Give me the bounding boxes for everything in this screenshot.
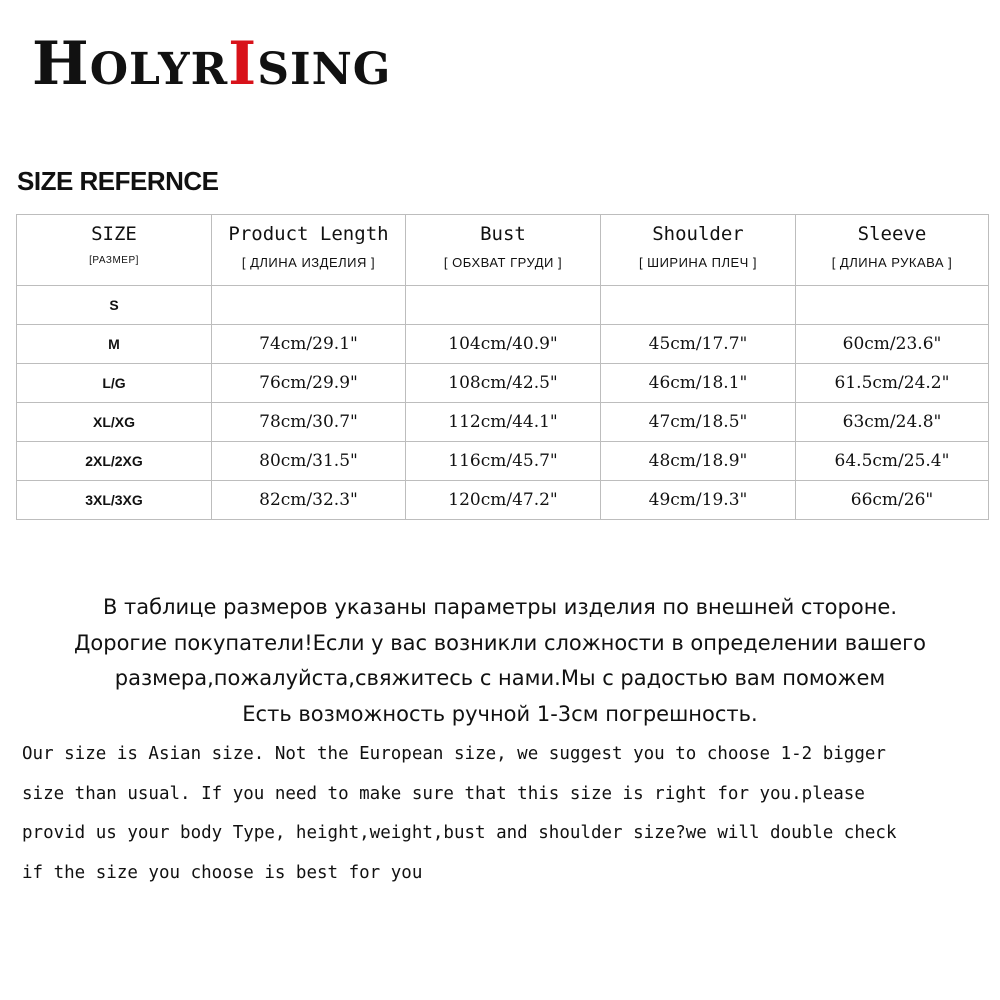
- shoulder-cell: 48cm/18.9": [601, 442, 796, 481]
- shoulder-cell: 49cm/19.3": [601, 481, 796, 520]
- shoulder-cell: 47cm/18.5": [601, 403, 796, 442]
- shoulder-cell: 45cm/17.7": [601, 325, 796, 364]
- shoulder-cell: [601, 286, 796, 325]
- size-cell: 3XL/3XG: [17, 481, 212, 520]
- header-length: [212, 215, 406, 286]
- header-shoulder: [601, 215, 796, 286]
- sleeve-cell: [796, 286, 989, 325]
- table-row: [17, 364, 989, 403]
- table-row: [17, 442, 989, 481]
- bust-cell: 112cm/44.1": [406, 403, 601, 442]
- length-cell: [212, 286, 406, 325]
- length-cell: 74cm/29.1": [212, 325, 406, 364]
- header-label-ru: [ ДЛИНА ИЗДЕЛИЯ ]: [241, 255, 376, 270]
- size-table: [16, 214, 989, 520]
- header-label-ru: [ ДЛИНА РУКАВА ]: [831, 255, 953, 270]
- header-label-ru: [ ОБХВАТ ГРУДИ ]: [443, 255, 563, 270]
- note-line: Our size is Asian size. Not the European size, we suggest you to choose 1-2 bigger: [22, 744, 886, 764]
- note-line: provid us your body Type, height,weight,bust and shoulder size?we will double check: [22, 823, 897, 844]
- note-line: if the size you choose is best for you: [22, 862, 423, 883]
- bust-cell: 120cm/47.2": [406, 481, 601, 520]
- header-sleeve: [796, 215, 989, 286]
- table-row: [17, 481, 989, 520]
- size-cell: XL/XG: [17, 403, 212, 442]
- sleeve-cell: 64.5cm/25.4": [796, 442, 989, 481]
- brand-logo: [32, 29, 392, 99]
- table-row: [17, 325, 989, 364]
- logo-letter: H: [32, 29, 90, 99]
- size-cell: L/G: [17, 364, 212, 403]
- note-line: В таблице размеров указаны параметры изделия по внешней стороне.: [102, 595, 898, 619]
- section-title: SIZE REFERNCE: [17, 166, 219, 196]
- size-cell: 2XL/2XG: [17, 442, 212, 481]
- logo-letter-accent: I: [228, 29, 258, 99]
- table-row: [17, 286, 989, 325]
- note-line: size than usual. If you need to make sure that this size is right for you.please: [22, 783, 865, 804]
- header-label: Product Length: [228, 223, 389, 245]
- header-label: Sleeve: [857, 223, 927, 245]
- bust-cell: 116cm/45.7": [406, 442, 601, 481]
- note-line: Дорогие покупатели!Если у вас возникли сложности в определении вашего: [73, 630, 926, 655]
- header-size: [17, 215, 212, 286]
- sleeve-cell: 60cm/23.6": [796, 325, 989, 364]
- header-label-ru: [ ШИРИНА ПЛЕЧ ]: [638, 255, 758, 270]
- english-note: [22, 735, 982, 893]
- header-label: Shoulder: [652, 223, 744, 245]
- bust-cell: [406, 286, 601, 325]
- sleeve-cell: 63cm/24.8": [796, 403, 989, 442]
- length-cell: 76cm/29.9": [212, 364, 406, 403]
- logo-letters: SING: [257, 44, 392, 95]
- length-cell: 82cm/32.3": [212, 481, 406, 520]
- table-header-row: [17, 215, 989, 286]
- note-line: Есть возможность ручной 1-3см погрешность.: [242, 701, 758, 726]
- header-bust: [406, 215, 601, 286]
- note-line: размера,пожалуйста,свяжитесь с нами.Мы с радостью вам поможем: [114, 666, 886, 690]
- header-label: SIZE: [91, 223, 137, 245]
- header-label: Bust: [480, 223, 526, 245]
- shoulder-cell: 46cm/18.1": [601, 364, 796, 403]
- sleeve-cell: 66cm/26": [796, 481, 989, 520]
- russian-note: [0, 590, 1000, 732]
- header-label-ru: [РАЗМЕР]: [89, 255, 139, 266]
- size-cell: S: [17, 286, 212, 325]
- length-cell: 78cm/30.7": [212, 403, 406, 442]
- logo-letters: OLYR: [89, 44, 229, 95]
- sleeve-cell: 61.5cm/24.2": [796, 364, 989, 403]
- bust-cell: 104cm/40.9": [406, 325, 601, 364]
- table-row: [17, 403, 989, 442]
- size-cell: M: [17, 325, 212, 364]
- length-cell: 80cm/31.5": [212, 442, 406, 481]
- bust-cell: 108cm/42.5": [406, 364, 601, 403]
